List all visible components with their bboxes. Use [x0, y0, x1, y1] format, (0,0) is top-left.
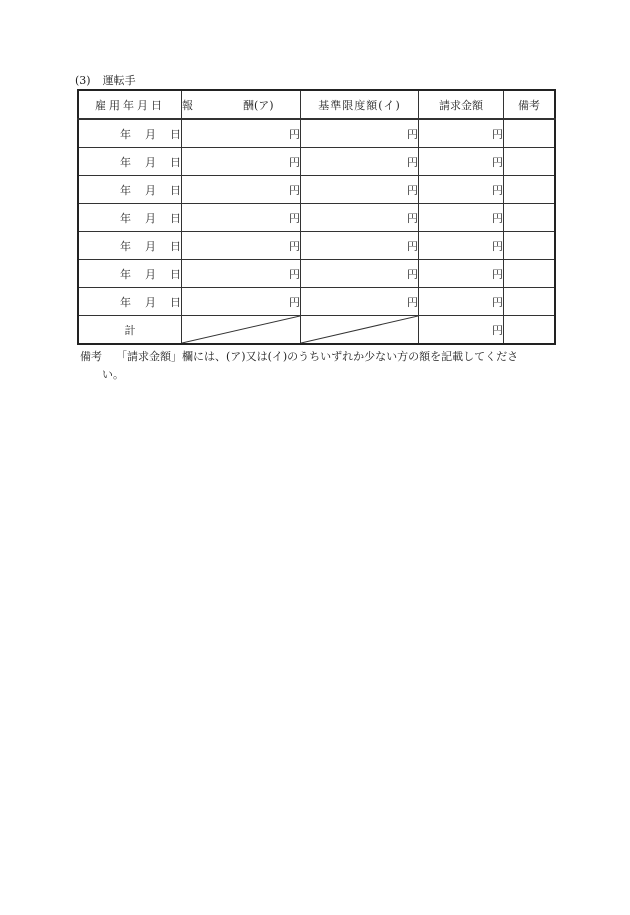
month-label: 月	[145, 239, 156, 253]
table-row	[78, 204, 555, 232]
remuneration-cell[interactable]: 円	[182, 119, 301, 148]
header-standard-limit: 基準限度額(イ)	[301, 90, 419, 119]
month-label: 月	[145, 295, 156, 309]
total-row	[78, 316, 555, 345]
month-label: 月	[145, 127, 156, 141]
table-header-row	[78, 90, 555, 119]
remarks-cell[interactable]	[504, 176, 556, 204]
month-label: 月	[145, 155, 156, 169]
year-label: 年	[120, 267, 131, 281]
month-label: 月	[145, 211, 156, 225]
month-label: 月	[145, 183, 156, 197]
claim-amount-cell[interactable]: 円	[419, 176, 504, 204]
remuneration-cell[interactable]: 円	[182, 176, 301, 204]
diagonal-line	[182, 316, 300, 343]
day-label: 日	[170, 295, 181, 309]
day-label: 日	[170, 183, 181, 197]
footnote-label: 備考	[80, 350, 102, 363]
employment-date-cell[interactable]	[78, 204, 182, 232]
year-label: 年	[120, 295, 131, 309]
section-title: 運転手	[102, 74, 136, 87]
header-remuneration	[182, 90, 301, 119]
month-label: 月	[145, 267, 156, 281]
diagonal-line	[301, 316, 418, 343]
claim-amount-cell[interactable]: 円	[419, 119, 504, 148]
total-remuneration-slashed	[182, 316, 301, 345]
table-row	[78, 148, 555, 176]
day-label: 日	[170, 127, 181, 141]
header-remuneration-right: 酬(ア)	[243, 98, 274, 112]
remuneration-cell[interactable]: 円	[182, 288, 301, 316]
header-remuneration-left: 報	[182, 98, 193, 112]
employment-date-cell[interactable]	[78, 288, 182, 316]
year-label: 年	[120, 155, 131, 169]
header-remarks: 備考	[504, 90, 556, 119]
table-row	[78, 260, 555, 288]
table-row	[78, 288, 555, 316]
claim-amount-cell[interactable]: 円	[419, 204, 504, 232]
day-label: 日	[170, 267, 181, 281]
claim-amount-cell[interactable]: 円	[419, 232, 504, 260]
footnote	[80, 348, 560, 384]
table-row	[78, 176, 555, 204]
employment-date-cell[interactable]	[78, 119, 182, 148]
employment-date-cell[interactable]	[78, 260, 182, 288]
total-remarks[interactable]	[504, 316, 556, 345]
standard-limit-cell[interactable]: 円	[301, 119, 419, 148]
standard-limit-cell[interactable]: 円	[301, 260, 419, 288]
remarks-cell[interactable]	[504, 288, 556, 316]
standard-limit-cell[interactable]: 円	[301, 288, 419, 316]
standard-limit-cell[interactable]: 円	[301, 148, 419, 176]
standard-limit-cell[interactable]: 円	[301, 176, 419, 204]
section-number: (3)	[75, 74, 91, 87]
day-label: 日	[170, 155, 181, 169]
remuneration-cell[interactable]: 円	[182, 204, 301, 232]
table-row	[78, 119, 555, 148]
day-label: 日	[170, 239, 181, 253]
remarks-cell[interactable]	[504, 260, 556, 288]
header-claim-amount: 請求金額	[419, 90, 504, 119]
claim-amount-cell[interactable]: 円	[419, 288, 504, 316]
total-claim-amount[interactable]: 円	[419, 316, 504, 345]
footnote-text-line2: い。	[102, 368, 124, 381]
year-label: 年	[120, 127, 131, 141]
claim-amount-cell[interactable]: 円	[419, 260, 504, 288]
year-label: 年	[120, 239, 131, 253]
driver-claim-table	[77, 89, 556, 345]
remuneration-cell[interactable]: 円	[182, 260, 301, 288]
remarks-cell[interactable]	[504, 148, 556, 176]
employment-date-cell[interactable]	[78, 148, 182, 176]
remarks-cell[interactable]	[504, 204, 556, 232]
year-label: 年	[120, 211, 131, 225]
remuneration-cell[interactable]: 円	[182, 232, 301, 260]
remarks-cell[interactable]	[504, 119, 556, 148]
remuneration-cell[interactable]: 円	[182, 148, 301, 176]
standard-limit-cell[interactable]: 円	[301, 204, 419, 232]
year-label: 年	[120, 183, 131, 197]
table-body	[78, 119, 555, 316]
total-limit-slashed	[301, 316, 419, 345]
header-employment-date: 雇用年月日	[78, 90, 182, 119]
employment-date-cell[interactable]	[78, 232, 182, 260]
employment-date-cell[interactable]	[78, 176, 182, 204]
section-heading	[75, 72, 136, 88]
table-row	[78, 232, 555, 260]
total-label: 計	[78, 316, 182, 345]
day-label: 日	[170, 211, 181, 225]
footnote-text-line1: 「請求金額」欄には、(ア)又は(イ)のうちいずれか少ない方の額を記載してくださ	[116, 350, 519, 363]
remarks-cell[interactable]	[504, 232, 556, 260]
claim-amount-cell[interactable]: 円	[419, 148, 504, 176]
standard-limit-cell[interactable]: 円	[301, 232, 419, 260]
